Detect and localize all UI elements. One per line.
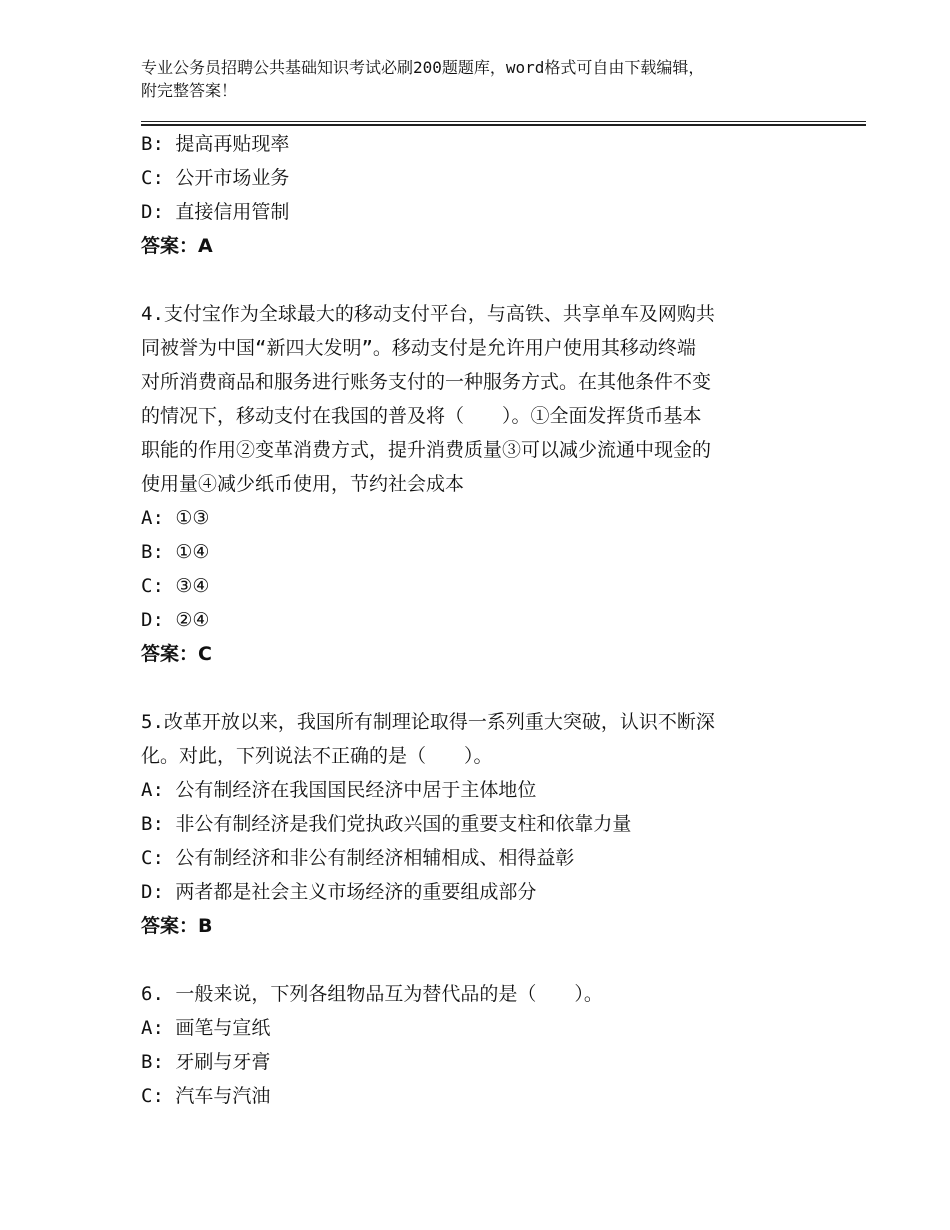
header-rule-thin: [141, 121, 866, 122]
spacer: [141, 263, 821, 297]
option-d: D: 直接信用管制: [141, 201, 290, 223]
answer-label: 答案：C: [141, 643, 212, 665]
header-line-1: 专业公务员招聘公共基础知识考试必刷200题题库，word格式可自由下载编辑，: [141, 58, 705, 77]
option-b: B: ①④: [141, 541, 210, 563]
header-line-2: 附完整答案！: [141, 81, 238, 100]
option-c: C: 公开市场业务: [141, 167, 290, 189]
question-text-line: 5.改革开放以来，我国所有制理论取得一系列重大突破，认识不断深: [141, 711, 715, 733]
header-rule-thick: [141, 124, 866, 126]
question-5: [141, 705, 821, 943]
option-b: B: 提高再贴现率: [141, 133, 290, 155]
spacer: [141, 943, 821, 977]
question-text-line: 6. 一般来说，下列各组物品互为替代品的是（ ）。: [141, 983, 603, 1005]
option-a: A: 画笔与宣纸: [141, 1017, 271, 1039]
option-d: D: 两者都是社会主义市场经济的重要组成部分: [141, 881, 537, 903]
option-b: B: 非公有制经济是我们党执政兴国的重要支柱和依靠力量: [141, 813, 632, 835]
question-text-line: 职能的作用②变革消费方式，提升消费质量③可以减少流通中现金的: [141, 439, 712, 461]
document-body: [141, 127, 821, 1113]
question-text-line: 化。对此，下列说法不正确的是（ ）。: [141, 745, 493, 767]
question-text-line: 使用量④减少纸币使用，节约社会成本: [141, 473, 465, 495]
question-text-line: 4.支付宝作为全球最大的移动支付平台，与高铁、共享单车及网购共: [141, 303, 715, 325]
answer-label: 答案：A: [141, 235, 213, 257]
option-d: D: ②④: [141, 609, 210, 631]
question-text-line: 的情况下，移动支付在我国的普及将（ ）。①全面发挥货币基本: [141, 405, 702, 427]
question-text-line: 对所消费商品和服务进行账务支付的一种服务方式。在其他条件不变: [141, 371, 712, 393]
option-c: C: 汽车与汽油: [141, 1085, 271, 1107]
page-header: [141, 56, 841, 102]
spacer: [141, 671, 821, 705]
option-a: A: ①③: [141, 507, 210, 529]
option-b: B: 牙刷与牙膏: [141, 1051, 271, 1073]
question-3: [141, 127, 821, 263]
answer-label: 答案：B: [141, 915, 213, 937]
option-c: C: 公有制经济和非公有制经济相辅相成、相得益彰: [141, 847, 575, 869]
question-text-line: 同被誉为中国“新四大发明”。移动支付是允许用户使用其移动终端: [141, 337, 696, 359]
option-c: C: ③④: [141, 575, 210, 597]
question-4: [141, 297, 821, 671]
option-a: A: 公有制经济在我国国民经济中居于主体地位: [141, 779, 537, 801]
question-6: [141, 977, 821, 1113]
